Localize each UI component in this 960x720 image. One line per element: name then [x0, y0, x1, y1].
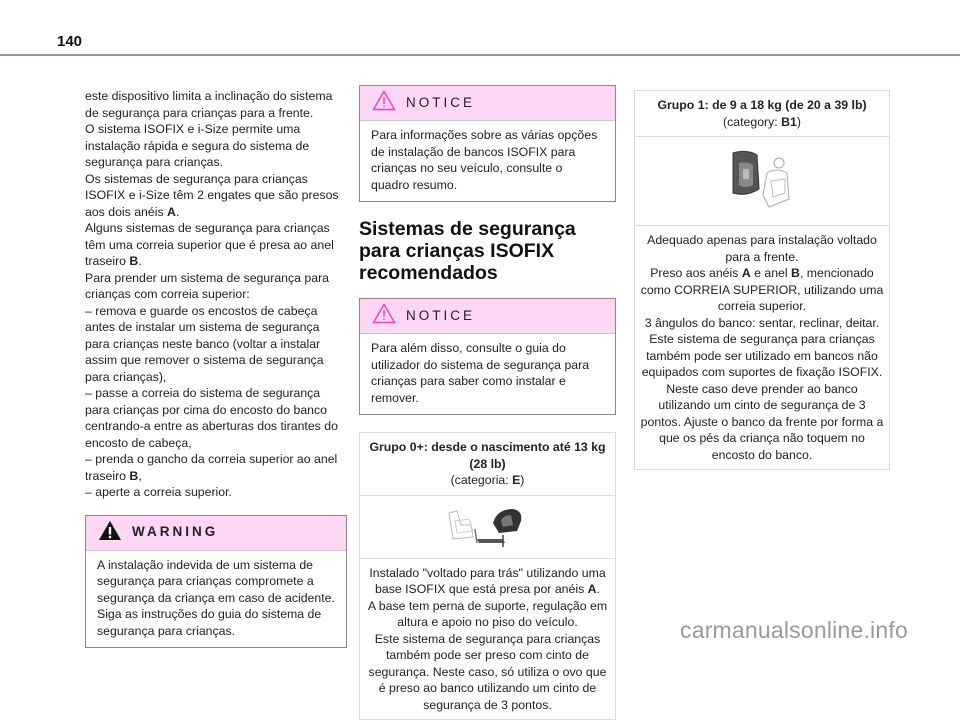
group-1-table — [634, 90, 890, 470]
warning-triangle-icon — [98, 520, 122, 546]
group-1-category — [643, 114, 881, 131]
paragraph: Preso aos anéis A e anel B, mencionado como CORREIA SUPERIOR, utilizando uma correia superior. — [640, 266, 884, 313]
notice-title-2: NOTICE — [406, 307, 476, 323]
paragraph: Este sistema de segurança para crianças também pode ser preso com cinto de segurança. Neste caso, só utiliza o ovo que é preso ao banco utilizando um cinto de segurança de 3 pontos. — [368, 631, 607, 712]
category-value: B1 — [781, 114, 797, 129]
paragraph: – passe a correia do sistema de segurança para crianças por cima do encosto do banco centrando-a entre as aberturas dos tirantes do encosto de cabeça, — [85, 386, 338, 450]
group-0-description — [360, 559, 615, 720]
group-1-header — [635, 91, 889, 137]
group-0-header — [360, 433, 615, 496]
notice-header-2 — [360, 299, 615, 334]
section-title: Sistemas de segurança para crianças ISOFIX recomendados — [359, 218, 576, 284]
warning-text: A instalação indevida de um sistema de segurança para crianças compromete a segurança da criança em caso de acidente. Siga as instruções do guia do sistema de segurança para crianças. — [97, 557, 335, 638]
group-1-description — [635, 226, 889, 469]
category-label: (category: — [723, 114, 782, 129]
paragraph: – remova e guarde os encostos de cabeça antes de instalar um sistema de segurança para crianças neste banco (voltar a instalar assim que remover o sistema de segurança para crianças), — [85, 303, 324, 384]
notice-text-2: Para além disso, consulte o guia do utilizador do sistema de segurança para crianças para saber como instalar e remover. — [371, 341, 590, 405]
group-1-heading: Grupo 1: de 9 a 18 kg (de 20 a 39 lb) — [657, 98, 867, 112]
category-value: E — [512, 473, 521, 487]
notice-text-1: Para informações sobre as várias opções de instalação de bancos ISOFIX para crianças no seu veículo, consulte o quadro resumo. — [371, 128, 598, 192]
forward-facing-child-seat-illustration — [635, 137, 889, 226]
paragraph: Os sistemas de segurança para crianças ISOFIX e i-Size têm 2 engates que são presos aos dois anéis A. — [85, 171, 339, 219]
paragraph: 3 ângulos do banco: sentar, reclinar, deitar. — [644, 315, 880, 330]
body-text — [85, 88, 347, 501]
paragraph: Instalado "voltado para trás" utilizando uma base ISOFIX que está presa por anéis A. — [369, 565, 606, 596]
notice-header-1 — [360, 86, 615, 121]
paragraph: A base tem perna de suporte, regulação em altura e apoio no piso do veículo. — [367, 598, 608, 629]
category-suffix: ) — [520, 473, 525, 487]
warning-title: WARNING — [132, 524, 219, 540]
group-0-heading: Grupo 0+: desde o nascimento até 13 kg (28 lb) — [369, 440, 606, 471]
notice-triangle-icon — [372, 90, 396, 116]
paragraph: – prenda o gancho da correia superior ao anel traseiro B, — [85, 452, 338, 483]
warning-box — [85, 515, 347, 649]
notice-triangle-icon — [372, 303, 396, 329]
column-3 — [634, 90, 890, 470]
category-label: (categoria: — [450, 473, 513, 487]
paragraph: – aperte a correia superior. — [85, 485, 232, 499]
notice-box-2 — [359, 298, 616, 415]
paragraph: este dispositivo limita a inclinação do sistema de segurança para crianças para a frente. — [85, 89, 333, 120]
group-0-table — [359, 432, 616, 720]
header-rule — [0, 54, 960, 56]
page-number: 140 — [57, 33, 83, 50]
paragraph: Adequado apenas para instalação voltado para a frente. — [647, 233, 877, 264]
paragraph: Alguns sistemas de segurança para crianças têm uma correia superior que é presa ao anel traseiro B. — [85, 221, 334, 268]
category-suffix: ) — [796, 114, 801, 129]
watermark: carmanualsonline.info — [680, 617, 908, 643]
warning-header — [86, 516, 346, 551]
infant-carrier-isofix-base-illustration — [360, 496, 615, 559]
column-1 — [85, 88, 347, 648]
paragraph: Este sistema de segurança para crianças também pode ser utilizado em bancos não equipados com suportes de fixação ISOFIX. Neste caso deve prender ao banco utilizando um cinto de segurança de 3 pontos. Ajuste o banco da frente por forma a que os pés da criança não toquem no encosto do banco. — [640, 332, 884, 462]
notice-box-1 — [359, 85, 616, 202]
column-2 — [359, 85, 616, 720]
paragraph: Para prender um sistema de segurança para crianças com correia superior: — [85, 270, 330, 301]
group-0-category — [368, 472, 607, 489]
paragraph: O sistema ISOFIX e i-Size permite uma instalação rápida e segura do sistema de segurança para crianças. — [85, 122, 310, 169]
notice-title-1: NOTICE — [406, 94, 476, 110]
